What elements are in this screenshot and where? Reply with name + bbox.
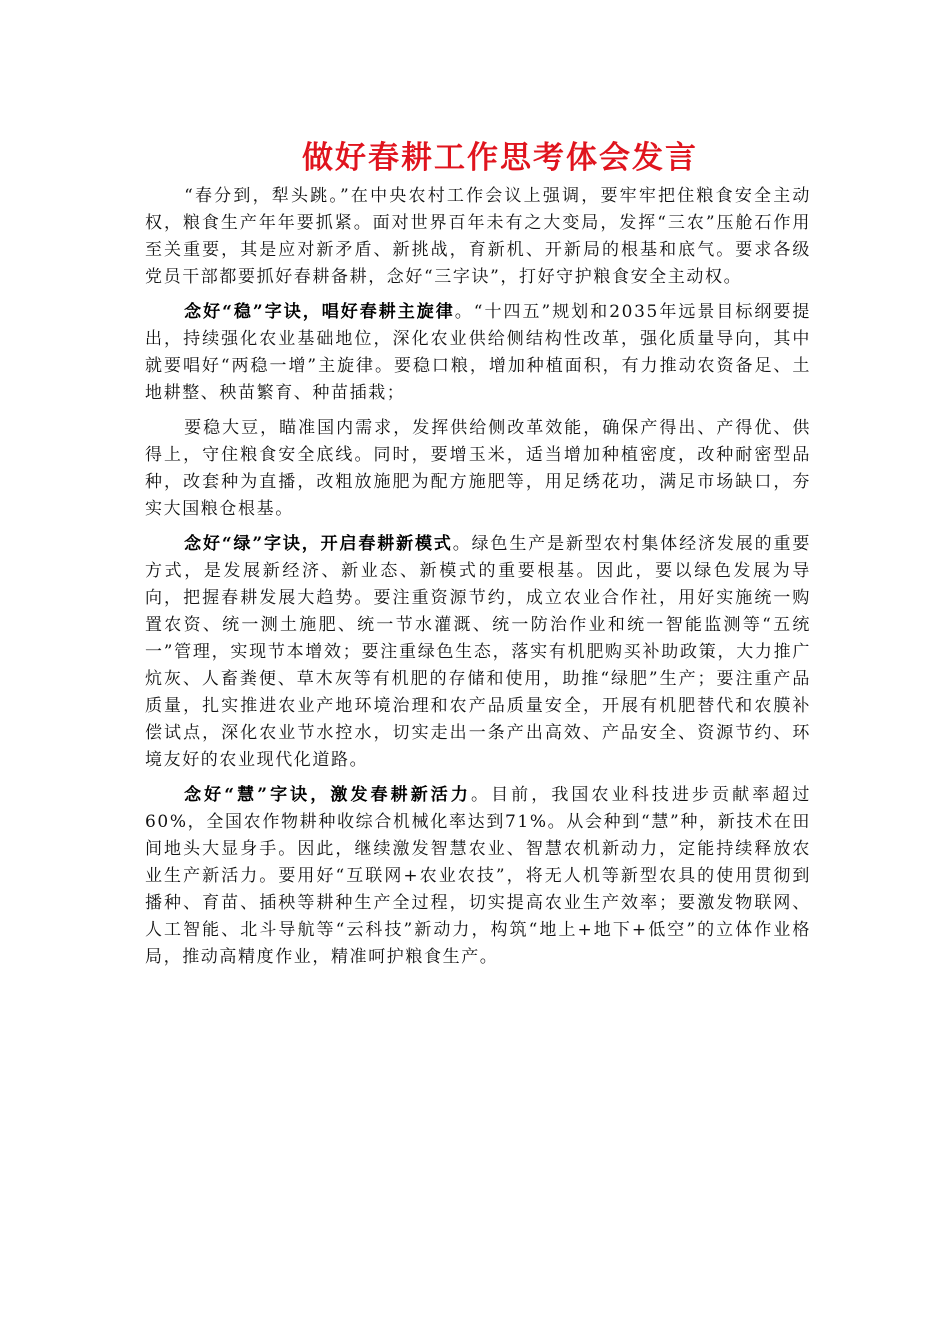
paragraph-stability [145, 299, 811, 407]
paragraph-lead: 念好“慧”字诀，激发春耕新活力 [184, 785, 471, 805]
paragraph-text: 。目前，我国农业科技进步贡献率超过60%，全国农作物耕种收综合机械化率达到71%。从会种到“慧”种，新技术在田间地头大显身手。因此，继续激发智慧农业、智慧农机新动力，定能持续释放农业生产新活力。要用好“互联网+农业农技”，将无人机等新型农具的使用贯彻到播种、育苗、插秧等耕种生产全过程，切实提高农业生产效率；要激发物联网、人工智能、北斗导航等“云科技”新动力，构筑“地上+地下+低空”的立体作业格局，推动高精度作业，精准呵护粮食生产。 [145, 785, 811, 967]
document-title: 做好春耕工作思考体会发言 [302, 140, 698, 176]
paragraph-green [145, 531, 811, 774]
paragraph-text: 。绿色生产是新型农村集体经济发展的重要方式，是发展新经济、新业态、新模式的重要根基。因此，要以绿色发展为导向，把握春耕发展大趋势。要注重资源节约，成立农业合作社，用好实施统一购置农资、统一测土施肥、统一节水灌溉、统一防治作业和统一智能监测等“五统一”管理，实现节本增效；要注重绿色生态，落实有机肥购买补助政策，大力推广炕灰、人畜粪便、草木灰等有机肥的存储和使用，助推“绿肥”生产；要注重产品质量，扎实推进农业产地环境治理和农产品质量安全，开展有机肥替代和农膜补偿试点，深化农业节水控水，切实走出一条产出高效、产品安全、资源节约、环境友好的农业现代化道路。 [145, 534, 811, 770]
paragraph-text: 。“十四五”规划和2035年远景目标纲要提出，持续强化农业基础地位，深化农业供给侧结构性改革，强化质量导向，其中就要唱好“两稳一增”主旋律。要稳口粮，增加种植面积，有力推动农资备足、土地耕整、秧苗繁育、种苗插栽； [145, 302, 811, 403]
paragraph-intro [145, 183, 811, 291]
paragraph-smart [145, 782, 811, 971]
paragraph-soybean [145, 415, 811, 523]
paragraph-text: “春分到，犁头跳。”在中央农村工作会议上强调，要牢牢把住粮食安全主动权，粮食生产年年要抓紧。面对世界百年未有之大变局，发挥“三农”压舱石作用至关重要，其是应对新矛盾、新挑战，育新机、开新局的根基和底气。要求各级党员干部都要抓好春耕备耕，念好“三字诀”，打好守护粮食安全主动权。 [145, 186, 811, 287]
paragraph-lead: 念好“绿”字诀，开启春耕新模式 [184, 534, 453, 554]
document-body [145, 183, 811, 979]
paragraph-text: 要稳大豆，瞄准国内需求，发挥供给侧改革效能，确保产得出、产得优、供得上，守住粮食安全底线。同时，要增玉米，适当增加种植密度，改种耐密型品种，改套种为直播，改粗放施肥为配方施肥等，用足绣花功，满足市场缺口，夯实大国粮仓根基。 [145, 418, 811, 519]
paragraph-lead: 念好“稳”字诀，唱好春耕主旋律 [184, 302, 455, 322]
